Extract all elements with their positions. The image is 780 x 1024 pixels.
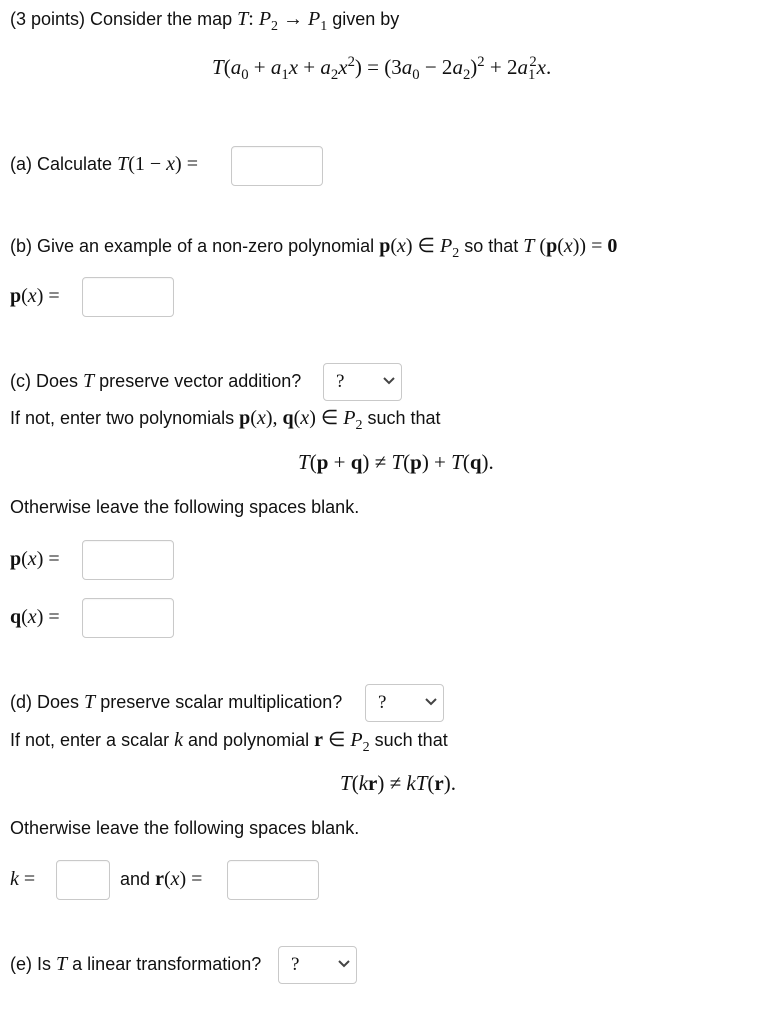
part-d-r-label bbox=[120, 868, 202, 891]
part-c-qx-input[interactable] bbox=[82, 598, 174, 638]
part-b-label: (b) Give an example of a non-zero polynomial bbox=[10, 236, 375, 256]
part-c-T: T bbox=[83, 370, 95, 392]
part-d-ifnot bbox=[10, 727, 448, 755]
part-a-answer-input[interactable] bbox=[231, 146, 323, 186]
part-e-T: T bbox=[56, 953, 68, 975]
part-a-label: (a) Calculate bbox=[10, 154, 113, 174]
part-d-ifnot-text-a: If not, enter a scalar bbox=[10, 730, 170, 750]
part-a-expression: T(1 − x) = bbox=[117, 153, 198, 175]
part-c-question: preserve vector addition? bbox=[99, 371, 302, 391]
part-b-poly: p(x) ∈ $P_2$ bbox=[379, 235, 460, 261]
part-d-otherwise: Otherwise leave the following spaces blank. bbox=[10, 818, 360, 838]
part-e-label: (e) Is bbox=[10, 954, 52, 974]
chevron-down-icon bbox=[425, 698, 437, 706]
part-d-rx: r(x) = bbox=[155, 868, 203, 890]
part-d-k: k bbox=[174, 729, 183, 751]
part-c-ifnot bbox=[10, 405, 441, 433]
part-d-k-label: k = bbox=[10, 868, 36, 890]
part-d-prompt bbox=[10, 691, 342, 714]
part-d-ifnot-text-b: and polynomial bbox=[188, 730, 310, 750]
part-e-prompt bbox=[10, 953, 261, 976]
part-c-otherwise: Otherwise leave the following spaces blank. bbox=[10, 497, 360, 517]
given-by-text: given by bbox=[332, 9, 400, 29]
part-b-so-that: so that bbox=[464, 236, 519, 256]
part-c-inequality: T(p + q) ≠ T(p) + T(q). bbox=[298, 450, 494, 474]
part-d-inequality: T(kr) ≠ kT(r). bbox=[340, 771, 456, 795]
part-b-prompt bbox=[10, 233, 618, 261]
chevron-down-icon bbox=[383, 377, 395, 385]
part-d-select-value: ? bbox=[378, 692, 387, 713]
part-d-r: r ∈ $P_2$ bbox=[314, 729, 370, 755]
part-d-question: preserve scalar multiplication? bbox=[100, 692, 343, 712]
part-c-qx-label: q(x) = bbox=[10, 606, 60, 628]
part-c-px-input[interactable] bbox=[82, 540, 174, 580]
part-c-px-label: p(x) = bbox=[10, 548, 60, 570]
part-c-polys: p(x), q(x) ∈ $P_2$ bbox=[239, 407, 363, 433]
map-symbol: T: $P_2 \to P_1$ bbox=[237, 8, 328, 34]
part-e-select[interactable] bbox=[278, 946, 357, 984]
intro-text: (3 points) Consider the map bbox=[10, 9, 233, 29]
part-c-select-value: ? bbox=[336, 371, 345, 392]
part-d-such-that: such that bbox=[374, 730, 448, 750]
part-c-such-that: such that bbox=[367, 408, 441, 428]
chevron-down-icon bbox=[338, 960, 350, 968]
part-b-condition: T (p(x)) = 0 bbox=[523, 235, 618, 257]
part-d-select[interactable] bbox=[365, 684, 444, 722]
part-c-select[interactable] bbox=[323, 363, 402, 401]
map-definition: $T(a_0 + a_1x + a_2x^2) = (3a_0 - 2a_2)^2 + 2a_1^2x$. bbox=[212, 54, 552, 84]
part-e-select-value: ? bbox=[291, 954, 300, 975]
part-d-k-input[interactable] bbox=[56, 860, 110, 900]
part-b-px-label: p(x) = bbox=[10, 285, 60, 307]
part-c-label: (c) Does bbox=[10, 371, 79, 391]
part-d-rx-input[interactable] bbox=[227, 860, 319, 900]
problem-intro bbox=[10, 8, 400, 34]
part-a-prompt bbox=[10, 153, 198, 176]
part-b-px-input[interactable] bbox=[82, 277, 174, 317]
part-c-ifnot-text: If not, enter two polynomials bbox=[10, 408, 235, 428]
part-d-label: (d) Does bbox=[10, 692, 80, 712]
part-e-question: a linear transformation? bbox=[72, 954, 262, 974]
part-c-prompt bbox=[10, 370, 301, 393]
part-d-and: and bbox=[120, 869, 151, 889]
part-d-T: T bbox=[84, 691, 96, 713]
